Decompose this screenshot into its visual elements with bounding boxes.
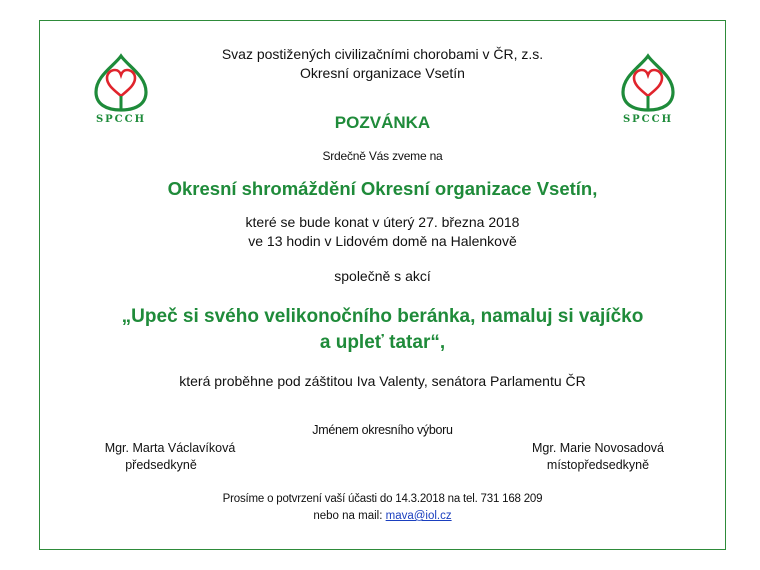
- signature-right-name: Mgr. Marie Novosadová: [531, 441, 664, 455]
- mail-prefix: nebo na mail:: [313, 510, 386, 522]
- page-title: POZVÁNKA: [334, 113, 431, 132]
- signature-left-name: Mgr. Marta Václavíková: [104, 441, 236, 455]
- signature-left: [90, 441, 250, 472]
- logo-text: SPCCH: [622, 114, 674, 125]
- event-place: ve 13 hodin v Lidovém domě na Halenkově: [248, 233, 517, 249]
- signature-left-role: předsedkyně: [125, 458, 197, 472]
- org-branch: Okresní organizace Vsetín: [300, 65, 465, 81]
- rsvp-text: Prosíme o potvrzení vaší účasti do 14.3.2018 na tel. 731 168 209: [222, 493, 543, 505]
- event-name: Okresní shromáždění Okresní organizace Vsetín,: [167, 178, 598, 199]
- logo-text: SPCCH: [95, 114, 147, 125]
- on-behalf: Jménem okresního výboru: [312, 423, 453, 437]
- together-with: společně s akcí: [334, 268, 431, 284]
- rsvp-mail: [39, 510, 726, 522]
- patronage: která proběhne pod záštitou Iva Valenty, senátora Parlamentu ČR: [179, 373, 586, 389]
- signature-right-role: místopředsedkyně: [546, 458, 650, 472]
- org-name: Svaz postižených civilizačními chorobami v ČR, z.s.: [221, 46, 544, 62]
- event-date: které se bude konat v úterý 27. března 2018: [245, 214, 520, 230]
- greeting: Srdečně Vás zveme na: [322, 149, 443, 163]
- action-title-line2: a upleť tatar“,: [319, 332, 446, 353]
- signature-right: [513, 441, 683, 472]
- email-link[interactable]: mava@iol.cz: [385, 510, 452, 522]
- action-title-line1: „Upeč si svého velikonočního beránka, namaluj si vajíčko: [121, 306, 644, 327]
